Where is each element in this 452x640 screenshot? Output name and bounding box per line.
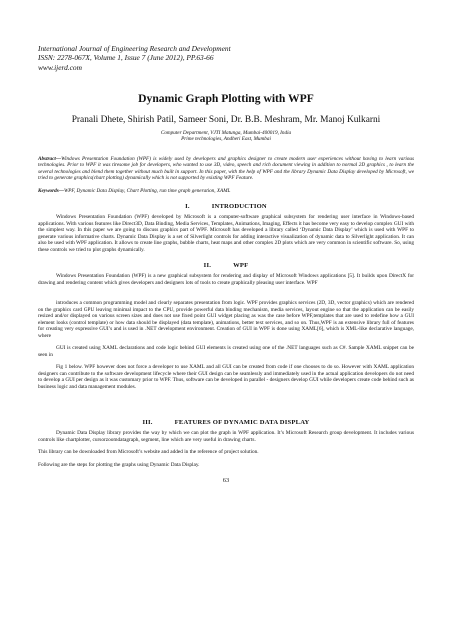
journal-issn: ISSN: 2278-067X, Volume 1, Issue 7 (June 2012), PP.63-66	[38, 53, 214, 63]
paper-authors: Pranali Dhete, Shirish Patil, Sameer Soni, Dr. B.B. Meshram, Mr. Manoj Kulkarni	[71, 115, 381, 126]
wpf-paragraph-1: Windows Presentation Foundation (WPF) is a new graphical subsystem for rendering and display of Microsoft Windows applications [5]. It builds upon DirectX for drawing and rendering content which gives developers and designers lots of tools to create graphically pleasing user interface. WPF	[38, 273, 414, 286]
features-paragraph-2: This library can be downloaded from Microsoft’s website and added in the reference of project solution.	[38, 449, 259, 456]
wpf-paragraph-3: GUI is created using XAML declarations and code logic behind GUI elements is created using one of the .NET languages such as C#. Sample XAML snippet can be seen in	[38, 345, 414, 358]
keywords-label: Keywords—	[38, 187, 64, 194]
affiliation-2: Prime technologies, Andheri East, Mumbai	[181, 136, 271, 143]
section-1-title: INTRODUCTION	[211, 203, 267, 211]
journal-name: International Journal of Engineering Research and Development	[38, 44, 231, 53]
section-1-number: I.	[185, 203, 190, 211]
section-heading-features	[38, 419, 414, 426]
features-paragraph-3: Following are the steps for plotting the graphs using Dynamic Data Display.	[38, 461, 200, 468]
introduction-paragraph: Windows Presentation Foundation (WPF) developed by Microsoft is a computer-software graphical subsystem for rendering user interface in Windows-based applications. With various features like Direct3D, Data Binding, Media Services, Templates, Animations, Imaging, Effects it has become very easy to develop complex GUI with the simplest way. In this paper we are going to discuss graphics part of WPF. Microsoft has developed a library called ‘Dynamic Data Display’ which is used with WPF to generate various informative charts. Dynamic Data Display is a set of Silverlight controls for adding interactive visualization of dynamic data to Silverlight application. It can also be used with WPF application. It allows to create line graphs, bubble charts, heat maps and other complex 2D plots which are very common in scientific software. So, using these controls we tried to plot graphs dynamically.	[38, 214, 414, 253]
journal-url: www.ijerd.com	[38, 62, 82, 72]
journal-header	[38, 44, 414, 72]
features-paragraph-1: Dynamic Data Display library provides the way by which we can plot the graph in WPF application. It’s Microsoft Research group development. It includes various controls like chartplotter, cursorzoomdatagraph, segment, line which are very useful in drawing charts.	[38, 430, 414, 443]
abstract	[38, 156, 414, 182]
section-heading-introduction	[38, 203, 414, 210]
wpf-paragraph-4: Fig 1 below. WPF however does not force a developer to use XAML and all GUI can be created from code if one chooses to do so. However with XAML application designers can contribute to the software development lifecycle where their GUI design can be seamlessly and immediately used in the actual application developers do not need to develop a GUI per design as it was customary prior to WPF. Thus, software can be developed in parallel - designers develop GUI while developers create code behind such as business logic and data management modules.	[38, 364, 414, 390]
abstract-text: Windows Presentation Foundation (WPF) is widely used by developers and graphics designer to create modern user experiences without having to learn various technologies. Prior to WPF it was tiresome job for developers, who wanted to use 3D, video, speech and rich document viewing in addition to normal 2D graphics , to learn the several technologies and blend them together without much built in support. In this paper, with the help of WPF and the library Dynamic Data Display developed by Microsoft, we tried to generate graphics(chart plotting) dynamically which is not supported by existing WPF Feature.	[38, 155, 414, 182]
page-number: 63	[222, 477, 230, 485]
paper-title: Dynamic Graph Plotting with WPF	[138, 92, 314, 106]
section-3-title: FEATURES OF DYNAMIC DATA DISPLAY	[174, 419, 310, 427]
abstract-label: Abstract—	[38, 155, 62, 162]
section-heading-wpf	[38, 262, 414, 269]
wpf-paragraph-2: introduces a common programming model and clearly separates presentation from logic. WPF provides graphics services (2D, 3D, vector graphics) which are rendered on the graphics card GPU leaving minimal impact to the CPU, provide powerful data binding mechanism, media services, layout engine so that the application can be easily resized and/or displayed on various screen sizes and does not use fixed point GUI widget placing as was the case before WPF,templates that are used to redefine how a GUI element looks (control template) or how data should be displayed (data template), animations, better text services, and so on. Thus,WPF is an extensive library full of features for creating very expressive GUI’s and is used in .NET development environment. Creation of GUI in WPF is done using XAML[6], which is XML-like declarative language, where	[38, 300, 414, 339]
keywords	[38, 188, 414, 195]
keywords-text: WPF, Dynamic Data Display, Chart Plotting, run time graph generation, XAML	[63, 187, 231, 194]
section-2-number: II.	[203, 262, 212, 270]
spacer	[38, 396, 414, 410]
section-3-number: III.	[142, 419, 153, 427]
affiliation-1: Computer Department, VJTI Matunga, Mumbai-400019, India	[160, 129, 292, 136]
affiliations	[38, 130, 414, 143]
section-2-title: WPF	[233, 262, 249, 270]
